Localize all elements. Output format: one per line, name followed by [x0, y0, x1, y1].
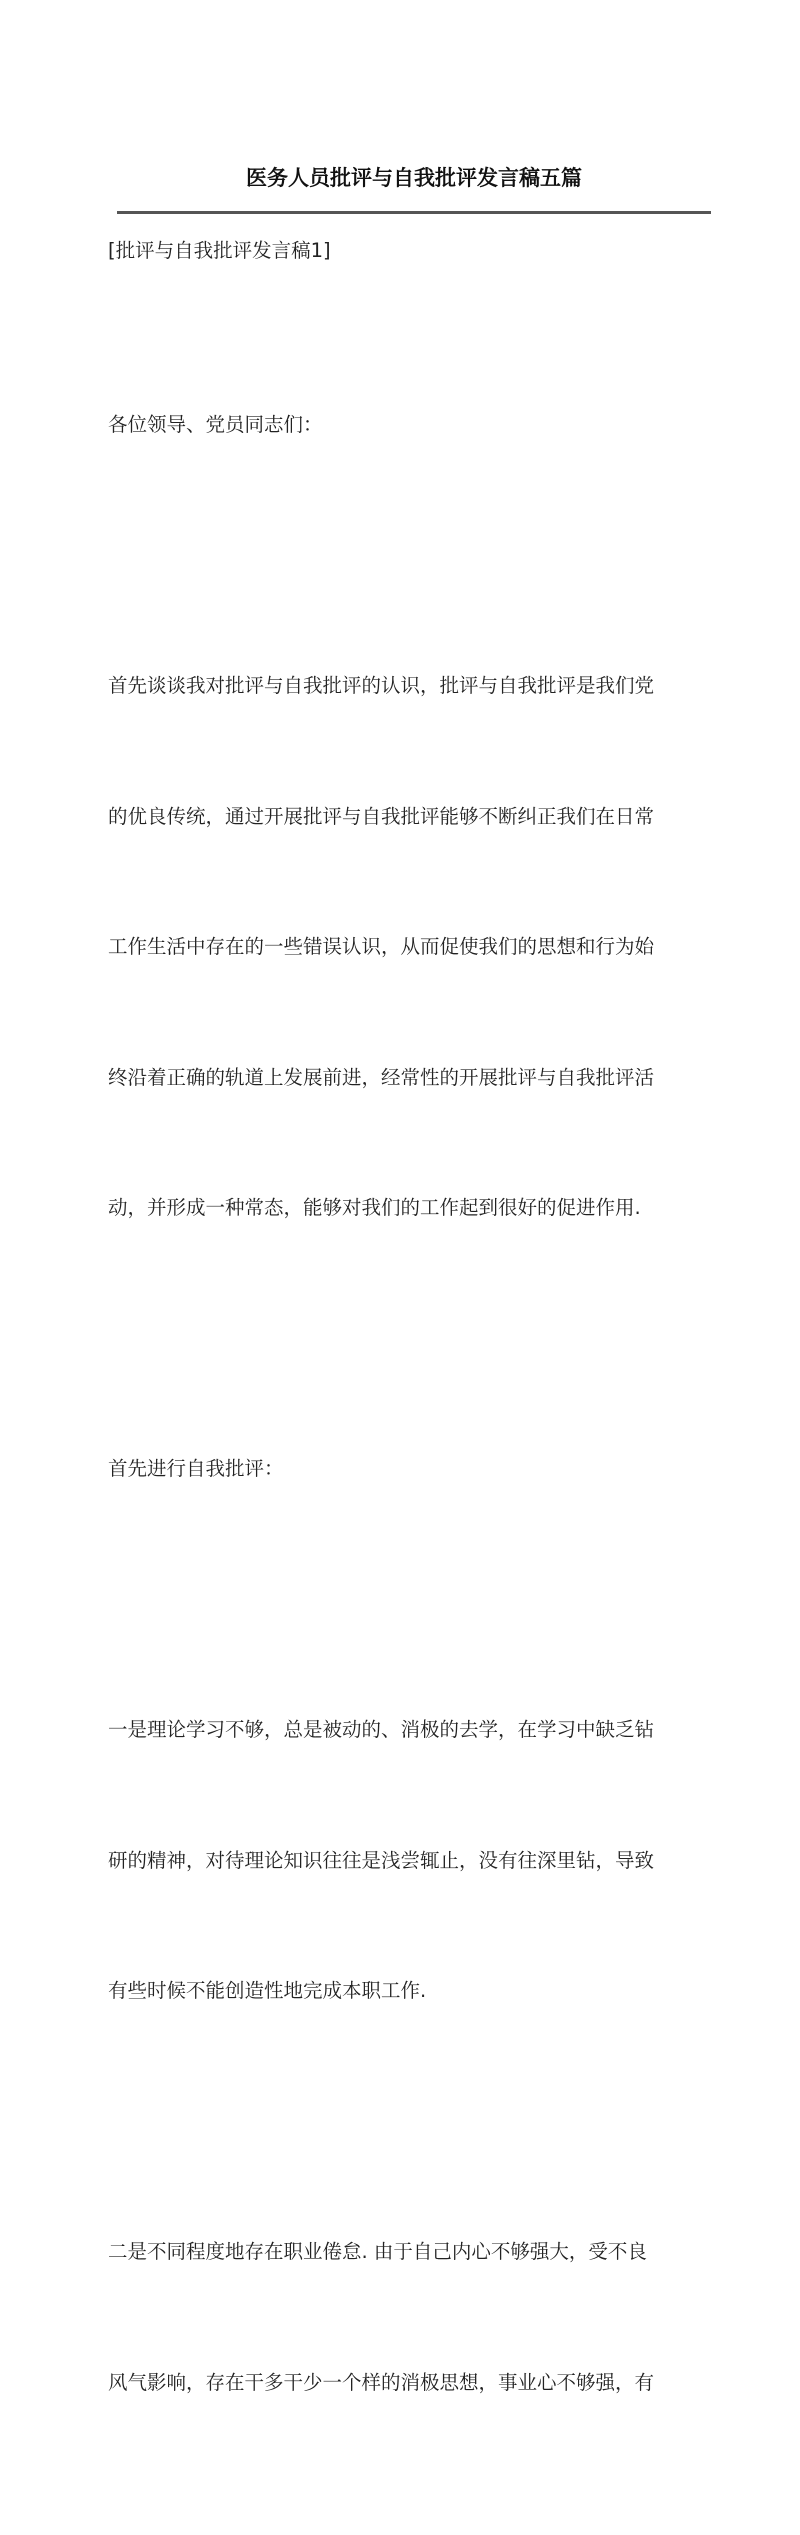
- paragraph-line: 动，并形成一种常态，能够对我们的工作起到很好的促进作用.: [108, 1196, 641, 1219]
- document-body: [108, 229, 708, 2535]
- paragraph-line: 工作生活中存在的一些错误认识，从而促使我们的思想和行为始: [108, 935, 655, 958]
- paragraph-line: 终沿着正确的轨道上发展前进，经常性的开展批评与自我批评活: [108, 1065, 655, 1089]
- paragraph-4: [108, 2143, 708, 2491]
- paragraph-1: [108, 577, 708, 1317]
- paragraph-line: 首先谈谈我对批评与自我批评的认识，批评与自我批评是我们党: [108, 674, 655, 697]
- paragraph-line: 的优良传统，通过开展批评与自我批评能够不断纠正我们在日常: [108, 804, 655, 828]
- paragraph-line: 风气影响，存在干多干少一个样的消极思想，事业心不够强，有: [108, 2370, 655, 2394]
- title-divider: [117, 211, 711, 214]
- section-heading: [批评与自我批评发言稿1]: [108, 239, 331, 262]
- paragraph-3: [108, 1621, 708, 2100]
- paragraph-line: 一是理论学习不够，总是被动的、消极的去学，在学习中缺乏钻: [108, 1718, 655, 1741]
- greeting-paragraph: [108, 316, 708, 534]
- paragraph-2: [108, 1360, 708, 1578]
- paragraph-line: 首先进行自我批评：: [108, 1457, 284, 1480]
- paragraph-line: 有些时候不能创造性地完成本职工作.: [108, 1979, 427, 2002]
- paragraph-line: 研的精神，对待理论知识往往是浅尝辄止，没有往深里钻，导致: [108, 1848, 655, 1872]
- document-title: 医务人员批评与自我批评发言稿五篇: [246, 165, 582, 190]
- greeting-line: 各位领导、党员同志们：: [108, 413, 323, 436]
- paragraph-line: 二是不同程度地存在职业倦怠. 由于自己内心不够强大，受不良: [108, 2240, 647, 2263]
